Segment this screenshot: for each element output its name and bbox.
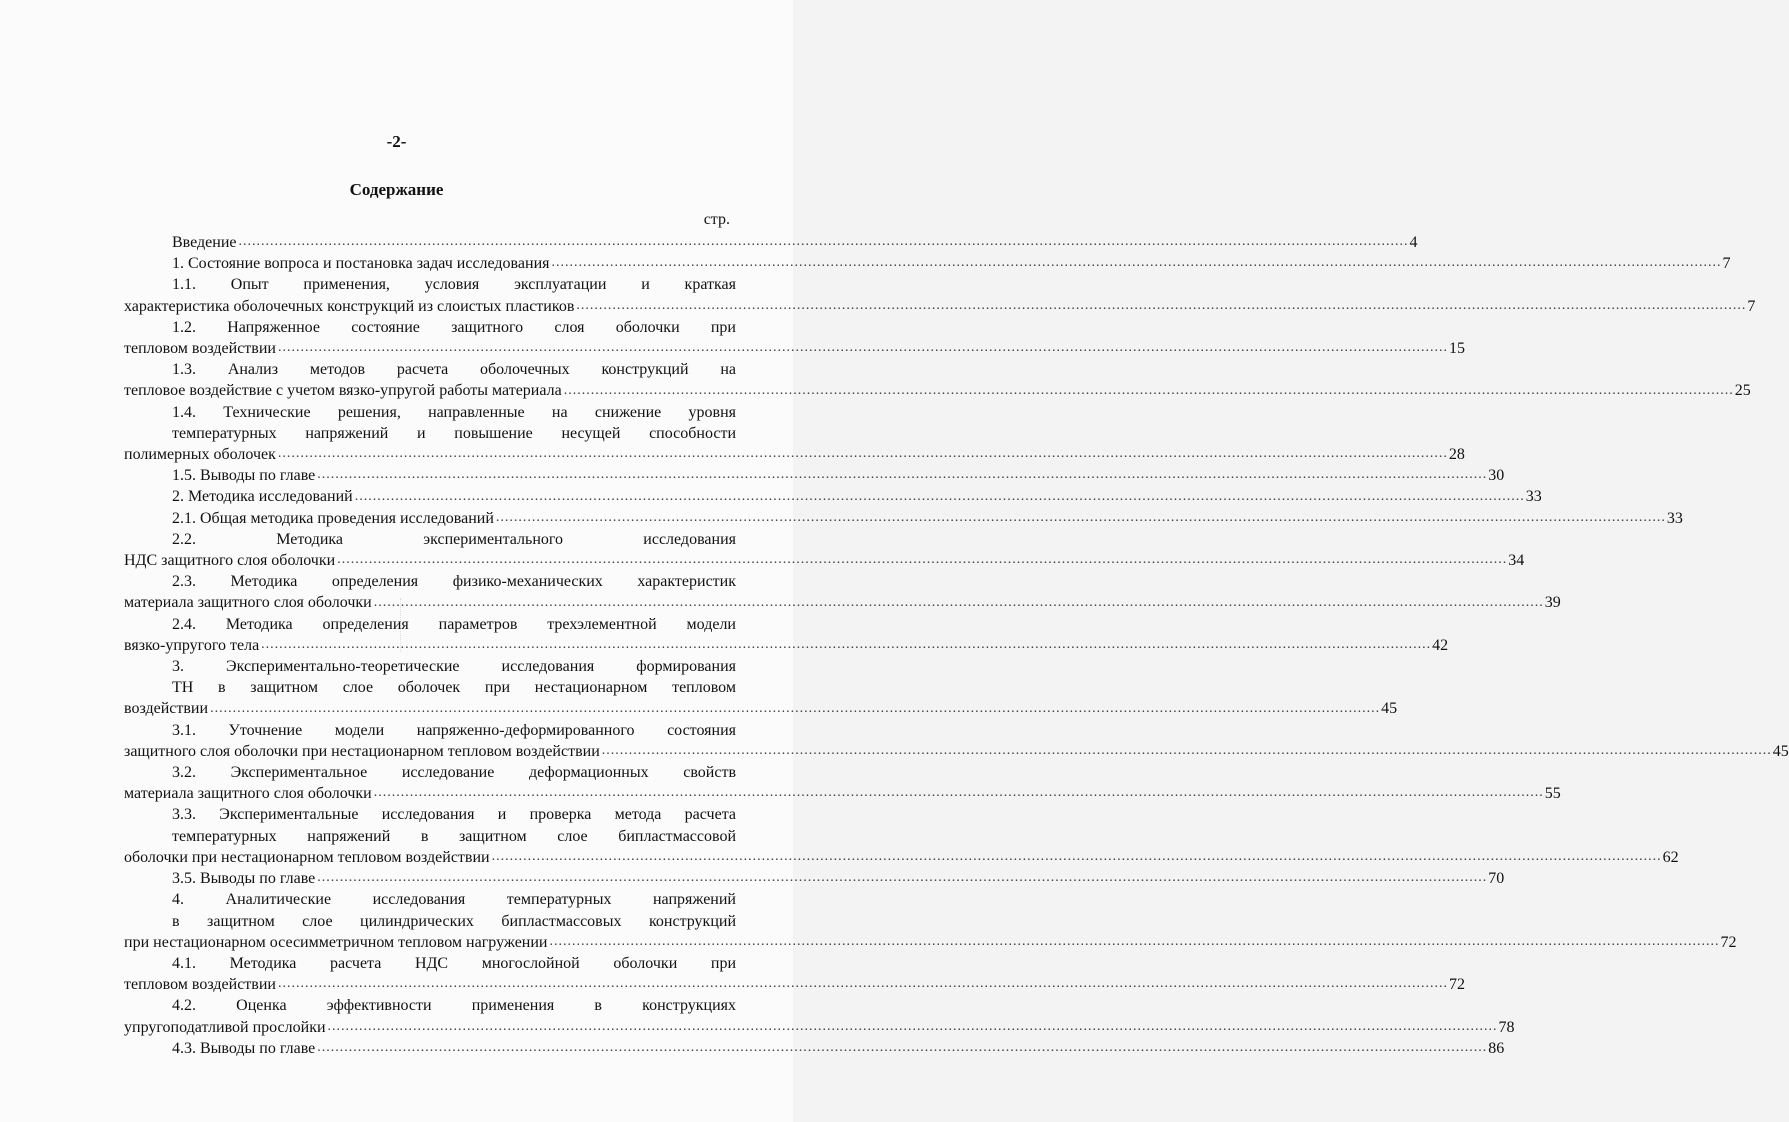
toc-entry-text-line: 1.2. Напряженное состояние защитного слоя оболочки при	[172, 318, 736, 336]
toc-entry-title: тепловом воздействии	[124, 340, 276, 358]
toc-page-number: 55	[1544, 785, 1561, 803]
toc-entry-last-line	[124, 253, 1731, 274]
toc-entry-title: 1.5. Выводы по главе	[172, 467, 316, 485]
toc-entry-title: воздействии	[124, 700, 209, 718]
toc-entry[interactable]	[124, 571, 1561, 613]
toc-entry-text-line: 2.2. Методика экспериментального исследования	[172, 530, 736, 548]
toc-entry-title: защитного слоя оболочки при нестационарном тепловом воздействии	[124, 742, 600, 760]
toc-entry-title: материала защитного слоя оболочки	[124, 785, 372, 803]
toc-page-number: 70	[1488, 870, 1505, 888]
toc-entry-title: 4.3. Выводы по главе	[172, 1039, 316, 1057]
toc-entry-last-line	[124, 465, 1505, 486]
dot-leader: ....................................................................................................................................................................................................................................................................	[277, 340, 1448, 356]
toc-entry[interactable]	[124, 1038, 1505, 1059]
toc-entry-text-line: в защитном слое цилиндрических бипластмассовых конструкций	[172, 912, 736, 930]
toc-page-number: 78	[1498, 1018, 1515, 1036]
toc-page-number: 4	[1409, 234, 1418, 251]
toc-entry[interactable]	[124, 359, 1751, 401]
toc-page-number: 33	[1666, 509, 1683, 527]
toc-entry[interactable]	[124, 465, 1505, 486]
toc-entry-last-line	[124, 868, 1505, 889]
page-number: -2-	[386, 132, 407, 151]
toc-entry-last-line	[124, 592, 1561, 613]
toc-page-number: 15	[1448, 340, 1465, 358]
toc-entry-text-line: 2.3. Методика определения физико-механических характеристик	[172, 573, 736, 591]
toc-page-number: 86	[1488, 1039, 1505, 1057]
toc-entry-title: 2. Методика исследований	[172, 488, 353, 506]
toc-entry-last-line	[124, 635, 1449, 656]
toc-entry-title: 3.5. Выводы по главе	[172, 870, 316, 888]
toc-entry[interactable]	[124, 804, 1679, 868]
toc-entry-last-line	[124, 508, 1683, 529]
toc-entry[interactable]	[124, 868, 1505, 889]
toc-entry-text-line: 2.4. Методика определения параметров трехэлементной модели	[172, 615, 736, 633]
dot-leader: ....................................................................................................................................................................................................................................................................	[551, 255, 1722, 271]
toc-page-number: 25	[1734, 382, 1751, 400]
toc-entry-last-line	[124, 974, 1465, 995]
toc-entry-last-line	[124, 1017, 1515, 1038]
dot-leader: ....................................................................................................................................................................................................................................................................	[563, 382, 1734, 398]
toc-entry-last-line	[124, 1038, 1505, 1059]
toc-page-number: 30	[1488, 467, 1505, 485]
toc-entry-title: полимерных оболочек	[124, 446, 276, 464]
toc-entry-last-line	[124, 932, 1737, 953]
toc-entry[interactable]	[124, 274, 1756, 316]
dot-leader: ....................................................................................................................................................................................................................................................................	[576, 297, 1747, 313]
toc-entry[interactable]	[124, 995, 1515, 1037]
toc-page-number: 45	[1381, 700, 1398, 718]
toc-page-number: 7	[1722, 255, 1731, 273]
toc-entry-last-line	[124, 550, 1525, 571]
toc-entry[interactable]	[124, 953, 1465, 995]
toc-entry[interactable]	[124, 232, 1418, 253]
toc-entry-title: тепловом воздействии	[124, 976, 276, 994]
toc-entry-text-line: 1.1. Опыт применения, условия эксплуатации и краткая	[172, 276, 736, 294]
toc-page-number: 34	[1508, 552, 1525, 570]
toc-entry-text-line: 4.2. Оценка эффективности применения в конструкциях	[172, 997, 736, 1015]
dot-leader: ....................................................................................................................................................................................................................................................................	[354, 488, 1525, 504]
toc-entry-text-line: 3. Экспериментально-теоретические исследования формирования	[172, 658, 736, 676]
toc-entry-last-line	[124, 486, 1542, 507]
toc-entry-last-line	[124, 847, 1679, 868]
toc-entry-last-line	[124, 741, 1789, 762]
toc-page-number: 7	[1747, 297, 1756, 315]
dot-leader: ....................................................................................................................................................................................................................................................................	[210, 700, 1381, 716]
toc-entry-title: материала защитного слоя оболочки	[124, 594, 372, 612]
toc-page-number: 28	[1448, 446, 1465, 464]
dot-leader: ....................................................................................................................................................................................................................................................................	[549, 933, 1720, 949]
toc-entry-title: упругоподатливой прослойки	[124, 1018, 326, 1036]
toc-entry-last-line	[124, 444, 1465, 465]
toc-entry-text-line: 3.1. Уточнение модели напряженно-деформированного состояния	[172, 721, 736, 739]
toc-entry[interactable]	[124, 508, 1683, 529]
dot-leader: ....................................................................................................................................................................................................................................................................	[261, 637, 1432, 653]
page-column-label: стр.	[703, 211, 730, 228]
toc-page-number: 42	[1432, 636, 1449, 654]
toc-entry-title: 2.1. Общая методика проведения исследований	[172, 509, 494, 527]
toc-entry-last-line	[124, 232, 1418, 253]
dot-leader: ....................................................................................................................................................................................................................................................................	[495, 509, 1666, 525]
toc-entry-last-line	[124, 296, 1756, 317]
dot-leader: ....................................................................................................................................................................................................................................................................	[277, 446, 1448, 462]
dot-leader: ....................................................................................................................................................................................................................................................................	[327, 1018, 1498, 1034]
toc-entry[interactable]	[124, 614, 1449, 656]
toc-entry[interactable]	[124, 402, 1465, 466]
toc-entry-text-line: 4.1. Методика расчета НДС многослойной оболочки при	[172, 954, 736, 972]
toc-entry[interactable]	[124, 889, 1737, 953]
table-of-contents	[124, 232, 1789, 1059]
toc-page-number: 39	[1544, 594, 1561, 612]
contents-heading: Содержание	[349, 180, 444, 199]
toc-entry-last-line	[124, 698, 1398, 719]
toc-entry-text-line: 1.4. Технические решения, направленные на снижение уровня	[172, 403, 736, 421]
toc-entry-text-line: 1.3. Анализ методов расчета оболочечных конструкций на	[172, 361, 736, 379]
toc-entry-title: вязко-упругого тела	[124, 636, 260, 654]
dot-leader: ....................................................................................................................................................................................................................................................................	[317, 467, 1488, 483]
toc-entry[interactable]	[124, 529, 1525, 571]
dot-leader: ....................................................................................................................................................................................................................................................................	[238, 234, 1409, 250]
toc-entry[interactable]	[124, 253, 1731, 274]
toc-entry-text-line: температурных напряжений и повышение несущей способности	[172, 424, 736, 442]
toc-entry[interactable]	[124, 317, 1465, 359]
toc-entry[interactable]	[124, 656, 1398, 720]
toc-entry-title: 1. Состояние вопроса и постановка задач исследования	[172, 255, 550, 273]
dot-leader: ....................................................................................................................................................................................................................................................................	[491, 849, 1662, 865]
toc-entry-last-line	[124, 338, 1465, 359]
toc-entry[interactable]	[124, 720, 1789, 762]
toc-entry-text-line: 3.2. Экспериментальное исследование деформационных свойств	[172, 764, 736, 782]
toc-entry-title: характеристика оболочечных конструкций из слоистых пластиков	[124, 297, 575, 315]
toc-page-number: 72	[1720, 933, 1737, 951]
toc-entry-text-line: 3.3. Экспериментальные исследования и проверка метода расчета	[172, 806, 736, 824]
dot-leader: ....................................................................................................................................................................................................................................................................	[317, 870, 1488, 886]
toc-entry[interactable]	[124, 762, 1561, 804]
toc-entry-title: при нестационарном осесимметричном тепловом нагружении	[124, 933, 548, 951]
toc-entry-title: Введение	[172, 234, 237, 251]
toc-entry-title: НДС защитного слоя оболочки	[124, 552, 336, 570]
toc-page-number: 62	[1662, 848, 1679, 866]
toc-entry-text-line: ТН в защитном слое оболочек при нестационарном тепловом	[172, 679, 736, 697]
toc-entry-last-line	[124, 380, 1751, 401]
toc-entry-last-line	[124, 783, 1561, 804]
toc-page-number: 33	[1525, 488, 1542, 506]
toc-page-number: 72	[1448, 976, 1465, 994]
toc-entry-text-line: 4. Аналитические исследования температурных напряжений	[172, 891, 736, 909]
dot-leader: ....................................................................................................................................................................................................................................................................	[601, 743, 1772, 759]
dot-leader: ....................................................................................................................................................................................................................................................................	[373, 785, 1544, 801]
toc-entry-text-line: температурных напряжений в защитном слое бипластмассовой	[172, 827, 736, 845]
dot-leader: ....................................................................................................................................................................................................................................................................	[277, 976, 1448, 992]
dot-leader: ....................................................................................................................................................................................................................................................................	[317, 1039, 1488, 1055]
toc-entry-title: тепловое воздействие с учетом вязко-упругой работы материала	[124, 382, 562, 400]
toc-entry-title: оболочки при нестационарном тепловом воздействии	[124, 848, 490, 866]
toc-entry[interactable]	[124, 486, 1542, 507]
dot-leader: ....................................................................................................................................................................................................................................................................	[373, 594, 1544, 610]
toc-page-number: 45	[1772, 742, 1789, 760]
dot-leader: ....................................................................................................................................................................................................................................................................	[337, 552, 1508, 568]
